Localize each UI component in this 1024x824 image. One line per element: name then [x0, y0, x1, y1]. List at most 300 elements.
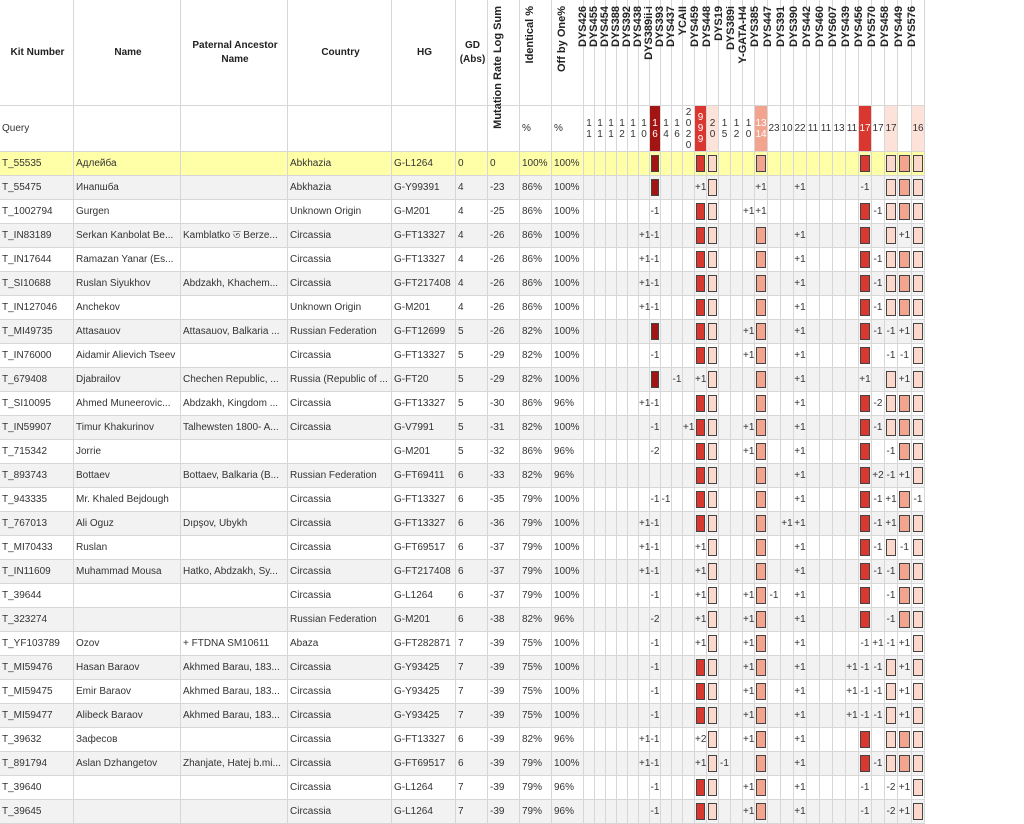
marker-cell: [731, 776, 743, 800]
col-hg-cell: G-FT13327: [392, 344, 456, 368]
col-mutation-rate-cell: -38: [488, 608, 520, 632]
marker-cell: [584, 440, 595, 464]
col-country-cell: Circassia: [288, 416, 392, 440]
marker-cell: [807, 272, 820, 296]
col-hg-cell: G-FT13327: [392, 728, 456, 752]
marker-cell: [672, 800, 683, 824]
marker-cell: [606, 560, 617, 584]
marker-cell: +1: [898, 320, 912, 344]
col-kit-number-cell[interactable]: T_MI49735: [0, 320, 74, 344]
col-country-cell: Russian Federation: [288, 464, 392, 488]
marker-cell: +1: [755, 200, 768, 224]
marker-cell: -2: [885, 800, 898, 824]
col-identical-cell: 86%: [520, 176, 552, 200]
col-name-cell[interactable]: Gurgen: [74, 200, 181, 224]
marker-cell: [731, 176, 743, 200]
marker-cell: [768, 536, 781, 560]
col-name-cell[interactable]: Bottaev: [74, 464, 181, 488]
marker-cell: [743, 248, 755, 272]
col-name-cell[interactable]: Djabrailov: [74, 368, 181, 392]
marker-cell: [719, 200, 731, 224]
marker-cell: [683, 200, 695, 224]
col-identical-cell: 82%: [520, 320, 552, 344]
col-off-by-one-cell: 100%: [552, 320, 584, 344]
marker-color-box: [860, 611, 870, 628]
col-kit-number-cell[interactable]: T_679408: [0, 368, 74, 392]
marker-color-box: [708, 515, 717, 532]
query-col-identical: %: [520, 106, 552, 152]
marker-cell: [606, 416, 617, 440]
col-name-cell[interactable]: [74, 776, 181, 800]
marker-cell: [846, 632, 859, 656]
marker-color-box: [756, 323, 766, 340]
col-kit-number-cell[interactable]: T_55535: [0, 152, 74, 176]
marker-cell: [606, 296, 617, 320]
col-kit-number-cell[interactable]: T_1002794: [0, 200, 74, 224]
col-gd-cell: 6: [456, 608, 488, 632]
col-name-cell[interactable]: Mr. Khaled Bejdough: [74, 488, 181, 512]
marker-cell: [683, 344, 695, 368]
marker-cell: [807, 224, 820, 248]
marker-cell: [628, 800, 639, 824]
marker-cell: [846, 560, 859, 584]
col-kit-number-cell[interactable]: T_YF103789: [0, 632, 74, 656]
col-identical-cell: 82%: [520, 416, 552, 440]
col-kit-number-cell[interactable]: T_893743: [0, 464, 74, 488]
marker-color-box: [696, 347, 705, 364]
marker-color-box: [696, 251, 705, 268]
col-off-by-one-cell: 100%: [552, 368, 584, 392]
col-mutation-rate-cell: -39: [488, 776, 520, 800]
col-name-cell[interactable]: [74, 584, 181, 608]
query-marker-value: 17: [872, 106, 885, 152]
col-name-header[interactable]: Name: [74, 0, 181, 106]
marker-color-box: [860, 755, 870, 772]
col-name-cell[interactable]: Адлейба: [74, 152, 181, 176]
marker-cell: [833, 464, 846, 488]
marker-cell: +1: [794, 680, 807, 704]
marker-cell: [731, 320, 743, 344]
marker-cell: +1: [683, 416, 695, 440]
col-gd-cell: 5: [456, 320, 488, 344]
marker-cell: [781, 752, 794, 776]
marker-cell: [719, 320, 731, 344]
marker-cell: [719, 368, 731, 392]
marker-cell: [595, 512, 606, 536]
col-kit-number-cell[interactable]: T_323274: [0, 608, 74, 632]
marker-cell: [628, 728, 639, 752]
col-hg-header[interactable]: HG: [392, 0, 456, 106]
marker-cell: -1: [650, 416, 661, 440]
marker-color-box: [756, 563, 766, 580]
col-name-cell[interactable]: Aslan Dzhangetov: [74, 752, 181, 776]
col-off-by-one-cell: 100%: [552, 560, 584, 584]
col-name-cell[interactable]: Attasauov: [74, 320, 181, 344]
col-kit-number-cell[interactable]: T_SI10688: [0, 272, 74, 296]
marker-cell: [584, 320, 595, 344]
marker-color-box: [756, 635, 766, 652]
col-kit-number-cell[interactable]: T_SI10095: [0, 392, 74, 416]
col-hg-cell: G-L1264: [392, 776, 456, 800]
query-col-hg: [392, 106, 456, 152]
marker-cell: -1: [872, 200, 885, 224]
col-kit-number-cell[interactable]: T_MI70433: [0, 536, 74, 560]
col-gd-cell: 6: [456, 488, 488, 512]
marker-cell: [820, 680, 833, 704]
marker-cell: [743, 296, 755, 320]
marker-cell: [719, 536, 731, 560]
marker-cell: [807, 488, 820, 512]
marker-cell: [768, 344, 781, 368]
col-off-by-one-cell: 100%: [552, 344, 584, 368]
marker-cell: [606, 152, 617, 176]
marker-cell: +1: [743, 680, 755, 704]
marker-cell: [595, 776, 606, 800]
marker-cell: [731, 752, 743, 776]
col-name-cell[interactable]: Emir Baraov: [74, 680, 181, 704]
col-paternal-ancestor-cell: [181, 176, 288, 200]
marker-cell: [639, 608, 650, 632]
col-name-cell[interactable]: Hasan Baraov: [74, 656, 181, 680]
col-hg-cell: G-FT69411: [392, 464, 456, 488]
marker-color-box: [756, 587, 766, 604]
marker-color-box: [860, 275, 870, 292]
col-kit-number-cell[interactable]: T_39644: [0, 584, 74, 608]
col-kit-number-cell[interactable]: T_IN11609: [0, 560, 74, 584]
col-identical-cell: 79%: [520, 536, 552, 560]
marker-cell: [661, 632, 672, 656]
col-country-cell: Russian Federation: [288, 608, 392, 632]
col-identical-cell: 86%: [520, 440, 552, 464]
marker-cell: -1: [872, 536, 885, 560]
marker-cell: [846, 416, 859, 440]
marker-cell: [672, 512, 683, 536]
marker-cell: +1: [885, 488, 898, 512]
marker-cell: -1: [859, 632, 872, 656]
marker-cell: [820, 224, 833, 248]
marker-cell: [606, 776, 617, 800]
marker-label: DYS385: [749, 6, 761, 47]
marker-color-box: [860, 251, 870, 268]
col-name-cell[interactable]: Anchekov: [74, 296, 181, 320]
marker-cell: [719, 392, 731, 416]
marker-cell: [820, 392, 833, 416]
marker-color-box: [708, 251, 717, 268]
marker-cell: [731, 608, 743, 632]
marker-cell: [743, 488, 755, 512]
marker-cell: [768, 224, 781, 248]
query-marker-value: 12: [617, 106, 628, 152]
marker-color-box: [756, 539, 766, 556]
col-country-cell: Abkhazia: [288, 176, 392, 200]
marker-cell: +1: [639, 392, 650, 416]
query-marker-value: 11: [595, 106, 606, 152]
col-country-cell: [288, 440, 392, 464]
col-hg-cell: G-FT13327: [392, 488, 456, 512]
marker-cell: -1: [650, 752, 661, 776]
marker-cell: [628, 656, 639, 680]
marker-cell: +1: [639, 752, 650, 776]
col-off-by-one-cell: 100%: [552, 512, 584, 536]
col-paternal-ancestor-cell: [181, 800, 288, 824]
marker-cell: [807, 368, 820, 392]
col-name-cell[interactable]: Alibeck Baraov: [74, 704, 181, 728]
marker-cell: [661, 608, 672, 632]
marker-cell: [833, 728, 846, 752]
marker-cell: -1: [650, 680, 661, 704]
marker-cell: [595, 368, 606, 392]
marker-color-box: [899, 251, 910, 268]
marker-color-box: [756, 707, 766, 724]
marker-cell: [595, 656, 606, 680]
col-paternal-ancestor-cell: [181, 248, 288, 272]
marker-cell: [820, 608, 833, 632]
col-country-cell: Russian Federation: [288, 320, 392, 344]
marker-cell: [768, 608, 781, 632]
query-col-paternal-ancestor: [181, 106, 288, 152]
marker-cell: [846, 464, 859, 488]
marker-cell: -1: [872, 272, 885, 296]
marker-cell: [781, 800, 794, 824]
marker-cell: [807, 152, 820, 176]
col-mutation-rate-cell: -33: [488, 464, 520, 488]
col-off-by-one-cell: 100%: [552, 200, 584, 224]
marker-cell: [661, 560, 672, 584]
col-kit-number-cell[interactable]: T_715342: [0, 440, 74, 464]
marker-cell: [661, 152, 672, 176]
marker-cell: [639, 416, 650, 440]
col-kit-number-cell[interactable]: T_MI59477: [0, 704, 74, 728]
col-name-cell[interactable]: Зафесов: [74, 728, 181, 752]
marker-cell: -1: [885, 560, 898, 584]
col-kit-number-cell[interactable]: T_IN83189: [0, 224, 74, 248]
marker-label: DYS454: [599, 6, 611, 47]
marker-cell: [807, 560, 820, 584]
marker-cell: [683, 464, 695, 488]
col-mutation-rate-cell: -39: [488, 680, 520, 704]
marker-cell: [781, 488, 794, 512]
marker-color-box: [708, 179, 717, 196]
marker-cell: [661, 536, 672, 560]
marker-cell: [628, 320, 639, 344]
marker-label: DYS439: [840, 6, 852, 47]
marker-cell: [617, 416, 628, 440]
col-kit-number-cell[interactable]: T_767013: [0, 512, 74, 536]
marker-cell: [584, 536, 595, 560]
col-kit-number-cell[interactable]: T_943335: [0, 488, 74, 512]
marker-cell: [833, 560, 846, 584]
marker-cell: [768, 656, 781, 680]
marker-color-box: [708, 731, 717, 748]
col-off-by-one-cell: 96%: [552, 800, 584, 824]
col-name-cell[interactable]: Serkan Kanbolat Be...: [74, 224, 181, 248]
marker-cell: [595, 248, 606, 272]
col-kit-number-cell[interactable]: T_IN59907: [0, 416, 74, 440]
marker-label: DYS389i: [724, 6, 737, 51]
marker-color-box: [899, 443, 910, 460]
col-name-cell[interactable]: Jorrie: [74, 440, 181, 464]
marker-color-box: [708, 803, 717, 820]
col-mutation-rate-cell: -37: [488, 560, 520, 584]
marker-color-box: [756, 467, 766, 484]
marker-cell: [672, 728, 683, 752]
marker-header-dys576[interactable]: [906, 0, 925, 106]
marker-cell: [731, 368, 743, 392]
marker-cell: [584, 272, 595, 296]
marker-cell: [719, 776, 731, 800]
col-kit-number-cell[interactable]: T_55475: [0, 176, 74, 200]
col-paternal-ancestor-cell: [181, 344, 288, 368]
col-gd-header[interactable]: GD (Abs): [456, 0, 488, 106]
col-name-cell[interactable]: Timur Khakurinov: [74, 416, 181, 440]
marker-cell: -1: [898, 344, 912, 368]
col-name-cell[interactable]: Инапшба: [74, 176, 181, 200]
col-kit-number-cell[interactable]: T_MI59475: [0, 680, 74, 704]
marker-cell: -1: [885, 440, 898, 464]
col-identical-cell: 79%: [520, 752, 552, 776]
marker-color-box: [708, 323, 717, 340]
col-paternal-ancestor-cell: Abdzakh, Kingdom ...: [181, 392, 288, 416]
col-name-cell[interactable]: Ali Oguz: [74, 512, 181, 536]
marker-cell: [781, 224, 794, 248]
col-name-cell[interactable]: [74, 800, 181, 824]
col-mutation-rate-header[interactable]: [488, 0, 520, 129]
marker-cell: +1: [846, 656, 859, 680]
col-country-cell: Circassia: [288, 584, 392, 608]
marker-cell: [628, 392, 639, 416]
marker-cell: +1: [794, 512, 807, 536]
col-kit-number-cell[interactable]: T_IN17644: [0, 248, 74, 272]
marker-cell: -2: [650, 440, 661, 464]
marker-cell: [672, 560, 683, 584]
query-marker-value: 16: [912, 106, 925, 152]
col-kit-number-cell[interactable]: T_39632: [0, 728, 74, 752]
col-identical-header[interactable]: [520, 0, 552, 106]
col-name-cell[interactable]: Muhammad Mousa: [74, 560, 181, 584]
col-country-cell: Circassia: [288, 536, 392, 560]
marker-cell: -1: [650, 560, 661, 584]
col-identical-cell: 75%: [520, 656, 552, 680]
col-mutation-rate-cell: -29: [488, 368, 520, 392]
col-country-cell: Circassia: [288, 776, 392, 800]
col-gd-cell: 7: [456, 680, 488, 704]
marker-cell: -1: [650, 776, 661, 800]
marker-cell: +1: [898, 680, 912, 704]
marker-cell: -1: [650, 248, 661, 272]
marker-cell: +1: [794, 560, 807, 584]
marker-color-box: [899, 731, 910, 748]
marker-color-box: [913, 635, 923, 652]
marker-cell: [639, 344, 650, 368]
marker-cell: [606, 752, 617, 776]
col-hg-cell: G-Y93425: [392, 656, 456, 680]
col-gd-cell: 4: [456, 248, 488, 272]
col-country-cell: Circassia: [288, 344, 392, 368]
marker-cell: [683, 392, 695, 416]
col-kit-number-cell[interactable]: T_MI59476: [0, 656, 74, 680]
marker-cell: [768, 680, 781, 704]
marker-cell: [639, 320, 650, 344]
marker-cell: [683, 176, 695, 200]
marker-color-box: [756, 347, 766, 364]
marker-cell: [628, 608, 639, 632]
col-country-header[interactable]: Country: [288, 0, 392, 106]
marker-cell: +1: [794, 728, 807, 752]
marker-cell: [617, 728, 628, 752]
marker-cell: [672, 320, 683, 344]
col-name-cell[interactable]: Ruslan Siyukhov: [74, 272, 181, 296]
col-gd-cell: 6: [456, 752, 488, 776]
col-paternal-ancestor-cell: Chechen Republic, ...: [181, 368, 288, 392]
col-name-cell[interactable]: Ozov: [74, 632, 181, 656]
marker-cell: [768, 392, 781, 416]
col-kit-number-cell[interactable]: T_IN127046: [0, 296, 74, 320]
marker-color-box: [913, 707, 923, 724]
marker-cell: [617, 560, 628, 584]
col-gd-cell: 7: [456, 704, 488, 728]
marker-cell: [731, 584, 743, 608]
marker-cell: +1: [695, 584, 707, 608]
col-kit-number-cell[interactable]: T_891794: [0, 752, 74, 776]
marker-color-box: [899, 179, 910, 196]
marker-cell: [833, 248, 846, 272]
col-mutation-rate-cell: -36: [488, 512, 520, 536]
marker-cell: [595, 200, 606, 224]
marker-cell: [820, 272, 833, 296]
marker-cell: [661, 800, 672, 824]
marker-cell: [683, 488, 695, 512]
col-kit-number-cell[interactable]: T_IN76000: [0, 344, 74, 368]
marker-cell: [731, 344, 743, 368]
col-name-cell[interactable]: Ahmed Muneerovic...: [74, 392, 181, 416]
marker-color-box: [708, 227, 717, 244]
marker-cell: [833, 440, 846, 464]
marker-cell: [846, 176, 859, 200]
col-off-by-one-cell: 100%: [552, 704, 584, 728]
marker-color-box: [756, 443, 766, 460]
marker-cell: [820, 200, 833, 224]
col-kit-number-header[interactable]: Kit Number: [0, 0, 74, 106]
query-marker-value: 10: [639, 106, 650, 152]
col-name-cell[interactable]: Ramazan Yanar (Es...: [74, 248, 181, 272]
col-kit-number-cell[interactable]: T_39645: [0, 800, 74, 824]
marker-color-box: [696, 323, 705, 340]
marker-cell: [617, 536, 628, 560]
marker-color-box: [651, 371, 659, 388]
marker-color-box: [708, 155, 717, 172]
marker-cell: [595, 608, 606, 632]
marker-cell: [781, 536, 794, 560]
col-name-cell[interactable]: Aidamir Alievich Tseev: [74, 344, 181, 368]
col-gd-cell: 7: [456, 800, 488, 824]
col-off-by-one-cell: 100%: [552, 248, 584, 272]
col-paternal-ancestor-header[interactable]: Paternal Ancestor Name: [181, 0, 288, 106]
col-name-cell[interactable]: [74, 608, 181, 632]
marker-cell: +1: [743, 584, 755, 608]
marker-cell: [781, 248, 794, 272]
marker-cell: +2: [695, 728, 707, 752]
col-hg-cell: G-FT13327: [392, 248, 456, 272]
col-identical-cell: 79%: [520, 584, 552, 608]
marker-label: DYS570: [866, 6, 878, 47]
col-kit-number-cell[interactable]: T_39640: [0, 776, 74, 800]
marker-cell: [820, 752, 833, 776]
col-mutation-rate-cell: -26: [488, 296, 520, 320]
marker-cell: [628, 224, 639, 248]
col-name-cell[interactable]: Ruslan: [74, 536, 181, 560]
marker-color-box: [696, 395, 705, 412]
col-gd-cell: 4: [456, 176, 488, 200]
